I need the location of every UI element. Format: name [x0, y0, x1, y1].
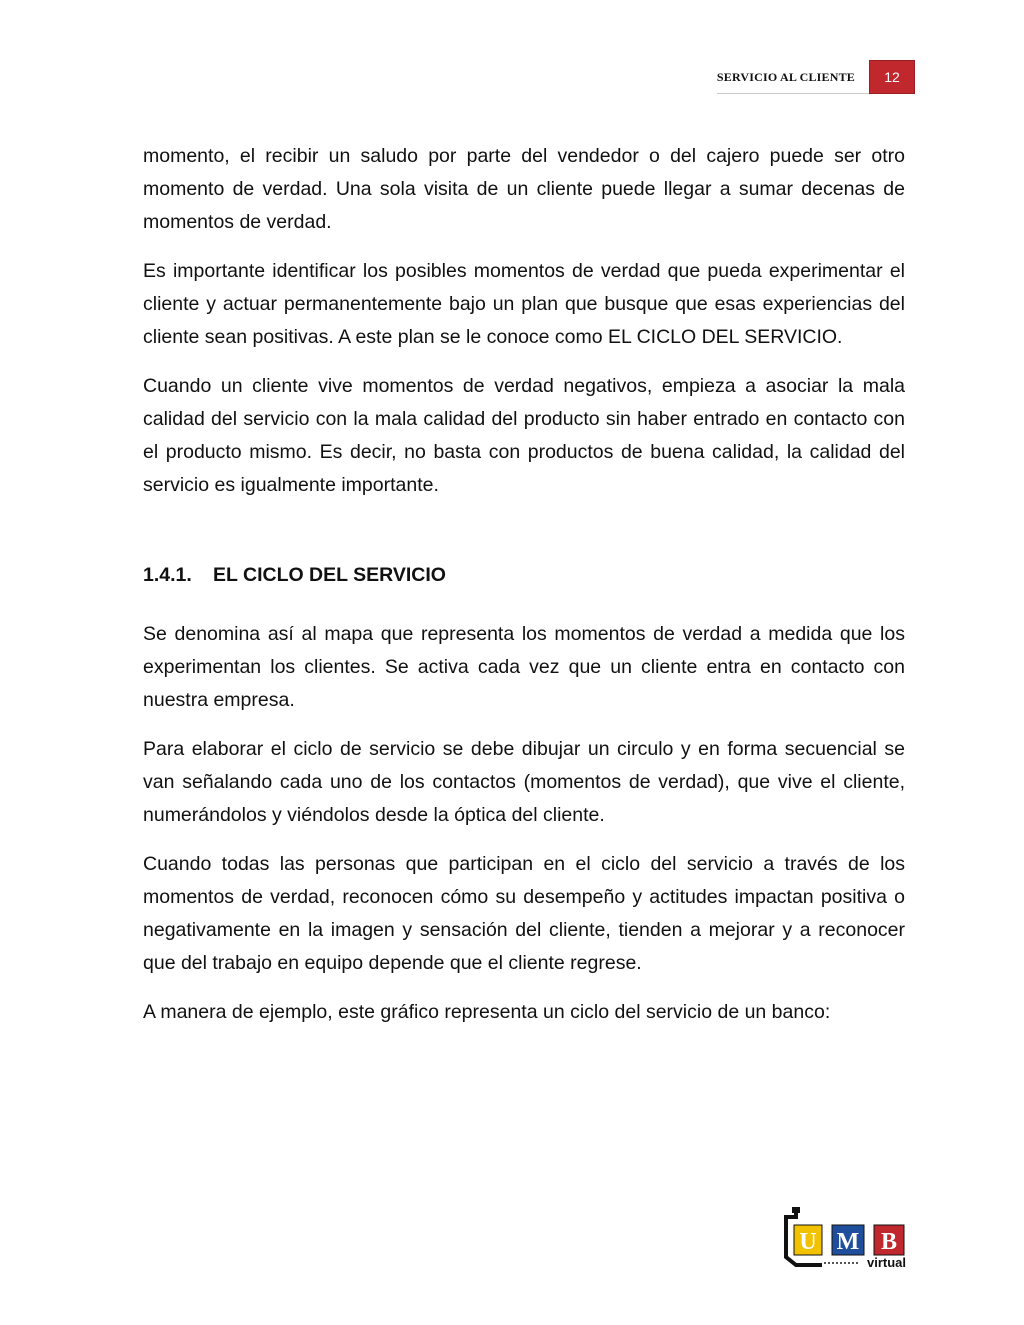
section-heading [143, 560, 905, 590]
svg-text:M: M [836, 1229, 860, 1255]
umb-logo-icon [782, 1205, 912, 1271]
page-header [717, 60, 915, 94]
paragraph: Para elaborar el ciclo de servicio se debe dibujar un circulo y en forma secuencial se van señalando cada uno de los contactos (momentos de verdad), que vive el cliente, numerándolos y viéndolos desde la óptica del cliente. [143, 738, 905, 826]
header-title: SERVICIO AL CLIENTE [717, 60, 869, 94]
svg-text:U: U [799, 1229, 817, 1255]
svg-text:B: B [880, 1229, 898, 1255]
paragraph: momento, el recibir un saludo por parte del vendedor o del cajero puede ser otro momento de verdad. Una sola visita de un cliente puede llegar a sumar decenas de momentos de verdad. [143, 145, 905, 233]
page-number: 12 [869, 60, 915, 94]
section-number: 1.4.1. [143, 564, 192, 586]
document-body [143, 140, 905, 1045]
umb-virtual-logo [782, 1205, 912, 1271]
paragraph: A manera de ejemplo, este gráfico representa un ciclo del servicio de un banco: [143, 1001, 831, 1023]
paragraph: Es importante identificar los posibles momentos de verdad que pueda experimentar el cliente y actuar permanentemente bajo un plan que busque que esas experiencias del cliente sean positivas. A este plan se le conoce como EL CICLO DEL SERVICIO. [143, 260, 905, 348]
paragraph: Cuando todas las personas que participan en el ciclo del servicio a través de los momentos de verdad, reconocen cómo su desempeño y actitudes impactan positiva o negativamente en la imagen y sensación del cliente, tienden a mejorar y a reconocer que del trabajo en equipo depende que el cliente regrese. [143, 853, 905, 974]
paragraph: Cuando un cliente vive momentos de verdad negativos, empieza a asociar la mala calidad del servicio con la mala calidad del producto sin haber entrado en contacto con el producto mismo. Es decir, no basta con productos de buena calidad, la calidad del servicio es igualmente importante. [143, 375, 905, 496]
paragraph: Se denomina así al mapa que representa los momentos de verdad a medida que los experimentan los clientes. Se activa cada vez que un cliente entra en contacto con nuestra empresa. [143, 623, 905, 711]
section-title: EL CICLO DEL SERVICIO [213, 564, 446, 586]
svg-text:virtual: virtual [866, 1255, 906, 1270]
